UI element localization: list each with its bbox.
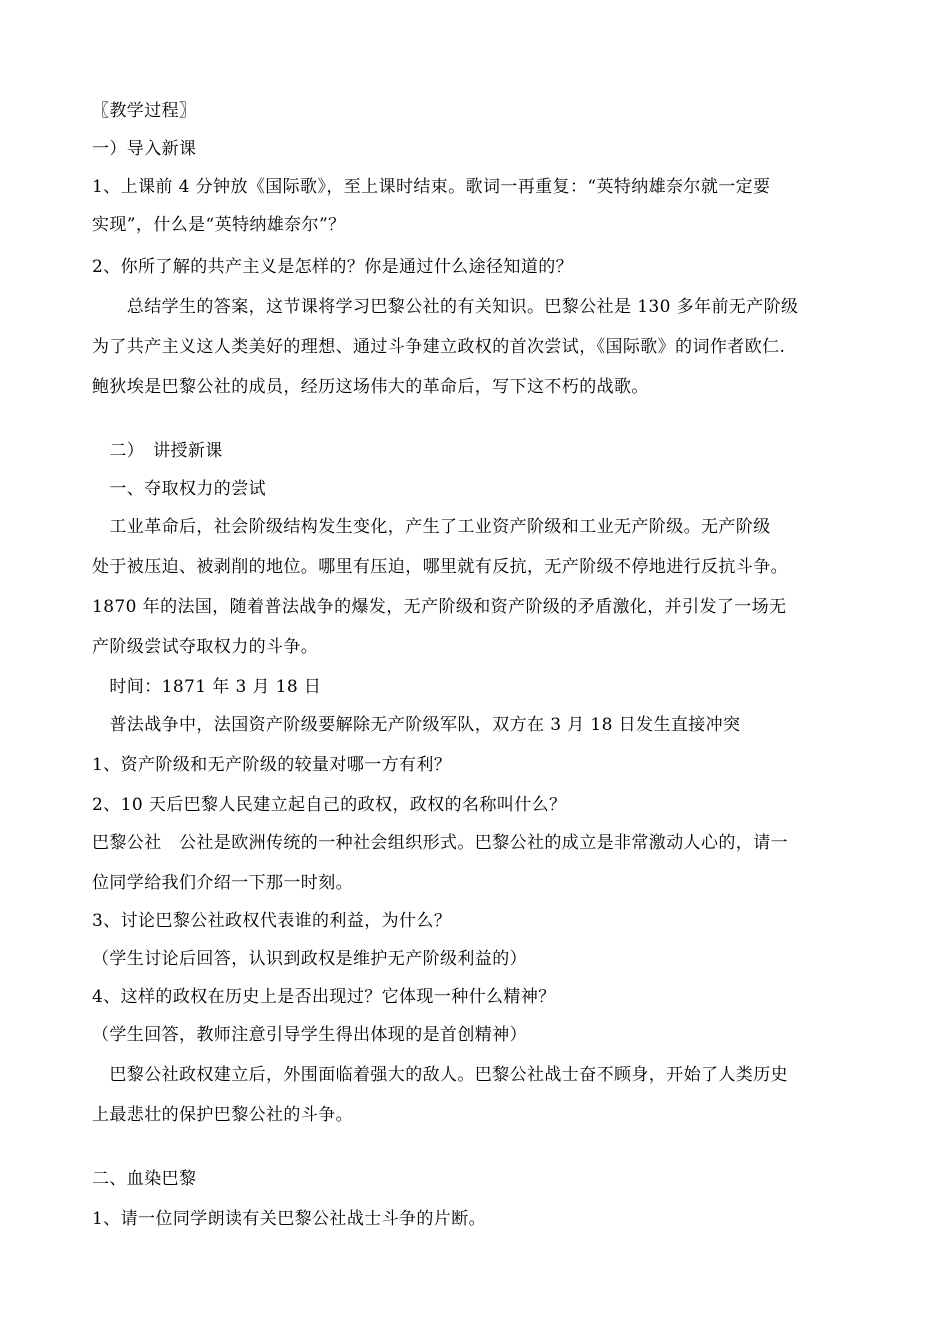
paragraph-line: 上最悲壮的保护巴黎公社的斗争。 — [92, 1105, 353, 1125]
paragraph-line: 位同学给我们介绍一下那一时刻。 — [92, 873, 353, 893]
paragraph-line: 4、这样的政权在历史上是否出现过？它体现一种什么精神？ — [92, 987, 556, 1007]
section-heading-teaching-process: 〖教学过程〗 — [92, 101, 197, 121]
paragraph-line: 处于被压迫、被剥削的地位。哪里有压迫，哪里就有反抗，无产阶级不停地进行反抗斗争。 — [92, 557, 788, 577]
paragraph-line: 1、请一位同学朗读有关巴黎公社战士斗争的片断。 — [92, 1209, 487, 1229]
paragraph-line: 巴黎公社政权建立后，外围面临着强大的敌人。巴黎公社战士奋不顾身，开始了人类历史 — [92, 1065, 788, 1085]
subheading-blood-paris: 二、血染巴黎 — [92, 1169, 197, 1189]
paragraph-line: （学生讨论后回答，认识到政权是维护无产阶级利益的） — [92, 949, 527, 969]
paragraph-line: 3、讨论巴黎公社政权代表谁的利益，为什么？ — [92, 911, 452, 931]
paragraph-line: 1、上课前 4 分钟放《国际歌》，至上课时结束。歌词一再重复：“英特纳雄奈尔就一定要 — [92, 177, 771, 197]
subheading-seize-power-attempt: 一、夺取权力的尝试 — [92, 479, 266, 499]
paragraph-line: 巴黎公社 公社是欧洲传统的一种社会组织形式。巴黎公社的成立是非常激动人心的，请一 — [92, 833, 788, 853]
paragraph-line: 工业革命后，社会阶级结构发生变化，产生了工业资产阶级和工业无产阶级。无产阶级 — [92, 517, 771, 537]
paragraph-line: 2、10 天后巴黎人民建立起自己的政权，政权的名称叫什么？ — [92, 795, 567, 815]
paragraph-line: 2、你所了解的共产主义是怎样的？你是通过什么途径知道的？ — [92, 257, 574, 277]
paragraph-line: 为了共产主义这人类美好的理想、通过斗争建立政权的首次尝试，《国际歌》的词作者欧仁. — [92, 337, 786, 357]
paragraph-line: 普法战争中，法国资产阶级要解除无产阶级军队，双方在 3 月 18 日发生直接冲突 — [92, 715, 741, 735]
paragraph-line: 鲍狄埃是巴黎公社的成员，经历这场伟大的革命后，写下这不朽的战歌。 — [92, 377, 649, 397]
subheading-teach-new-lesson: 二） 讲授新课 — [92, 441, 223, 461]
paragraph-line: （学生回答，教师注意引导学生得出体现的是首创精神） — [92, 1025, 527, 1045]
subheading-intro-new-lesson: 一）导入新课 — [92, 139, 197, 159]
paragraph-line: 1、资产阶级和无产阶级的较量对哪一方有利？ — [92, 755, 452, 775]
paragraph-line: 1870 年的法国，随着普法战争的爆发，无产阶级和资产阶级的矛盾激化，并引发了一场无 — [92, 597, 787, 617]
paragraph-line: 实现”，什么是“英特纳雄奈尔”？ — [92, 215, 346, 235]
paragraph-line: 产阶级尝试夺取权力的斗争。 — [92, 637, 319, 657]
paragraph-line: 总结学生的答案，这节课将学习巴黎公社的有关知识。巴黎公社是 130 多年前无产阶级 — [92, 297, 799, 317]
paragraph-line: 时间：1871 年 3 月 18 日 — [92, 677, 322, 697]
